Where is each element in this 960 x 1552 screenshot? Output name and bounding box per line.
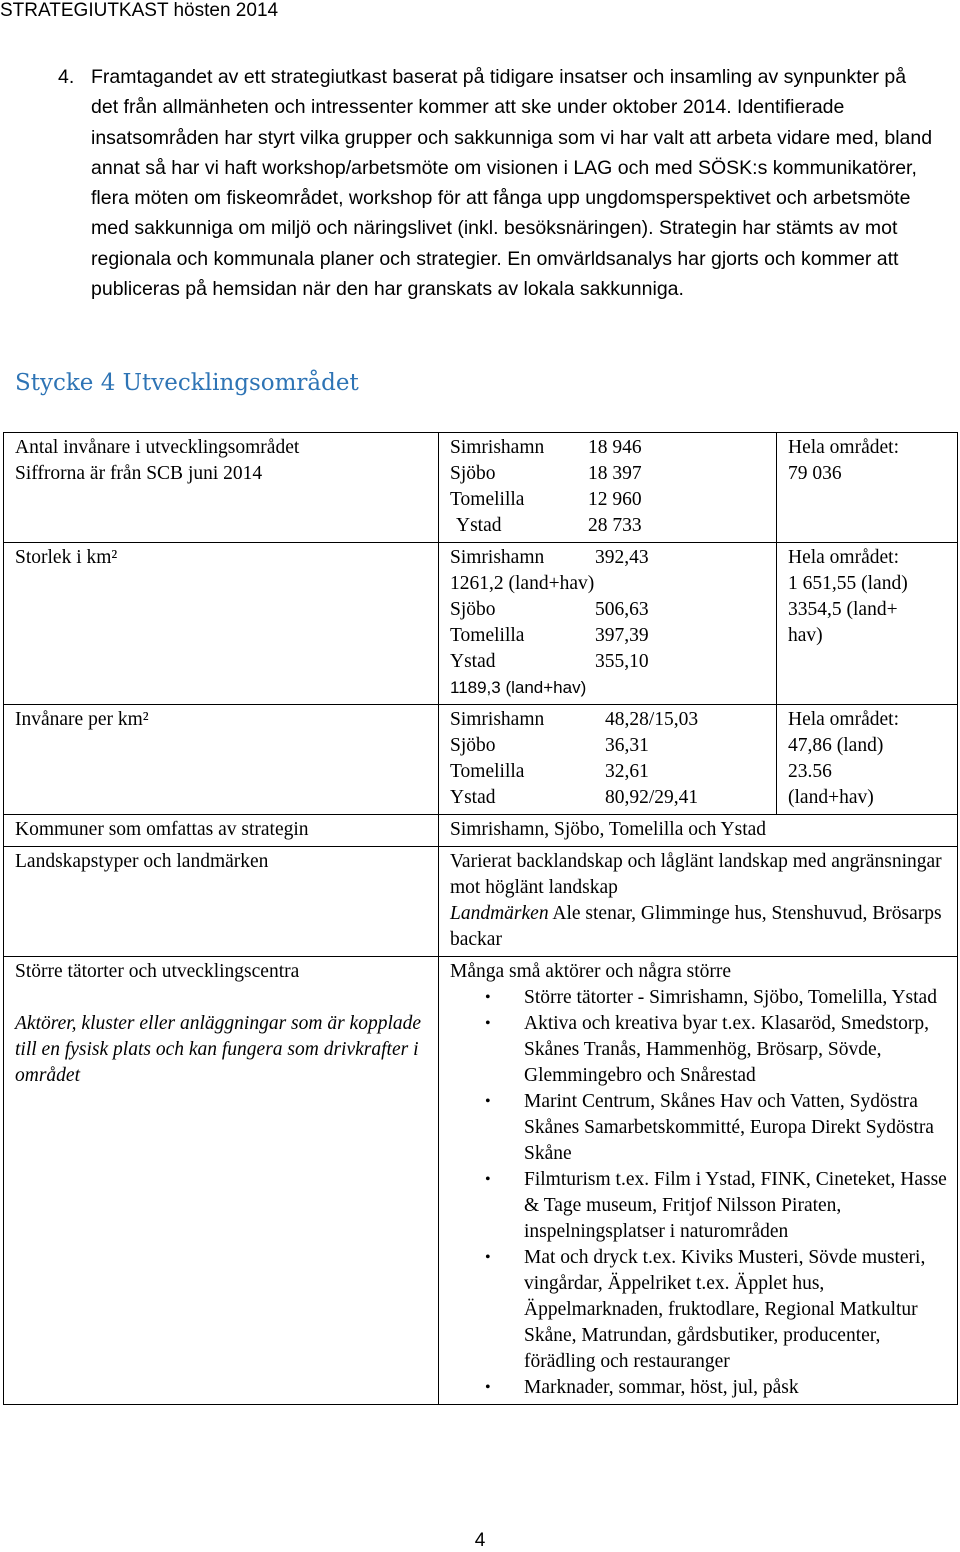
density-values-cell (439, 705, 777, 815)
density-label-cell (4, 705, 439, 815)
value-row (450, 733, 772, 759)
municipality-name: Ystad (450, 651, 496, 672)
total-label: Hela området: (788, 547, 899, 568)
total-label: Hela området: (788, 437, 899, 458)
bullet-icon: • (485, 1249, 491, 1266)
bullet-icon: • (485, 1171, 491, 1188)
municipality-value: 36,31 (605, 735, 649, 756)
municipality-name: Simrishamn (450, 547, 545, 568)
bullet-icon: • (485, 1015, 491, 1032)
value-row (450, 707, 772, 733)
total-value: 47,86 (land) (788, 735, 884, 756)
municipality-name: Sjöbo (450, 463, 496, 484)
municipality-value: 355,10 (595, 651, 649, 672)
centres-sublabel: Aktörer, kluster eller anläggningar som är kopplade till en fysisk plats och kan fungera som drivkrafter i området (15, 1013, 422, 1086)
centres-label-cell (4, 957, 439, 1405)
section-title: Stycke 4 Utvecklingsområdet (15, 370, 359, 396)
list-number: 4. (58, 66, 75, 88)
value-row (450, 759, 772, 785)
value-row (450, 675, 772, 701)
value-row (450, 513, 772, 539)
list-item (450, 1375, 953, 1401)
municipality-value: 12 960 (588, 489, 642, 510)
municipality-name: Tomelilla (450, 489, 525, 510)
list-item-text: Filmturism t.ex. Film i Ystad, FINK, Cineteket, Hasse & Tage museum, Fritjof Nilsson Piraten, inspelningsplatser i naturområden (524, 1169, 947, 1242)
intro-text: Framtagandet av ett strategiutkast baserat på tidigare insatser och insamling av synpunkter på det från allmänheten och intressenter kommer att ske under oktober 2014. Identifierade insatsområden har styrt vilka grupper och sakkunniga som vi har valt att arbeta vidare med, bland annat så har vi haft workshop/arbetsmöte om visionen i LAG och med SÖSK:s kommunikatörer, flera möten om fiskeområdet, workshop för att fånga upp ungdomsperspektivet och arbetsmöte med sakkunniga om miljö och näringslivet (inkl. besöksnäringen). Strategin har stämts av mot regionala och kommunala planer och strategier. En omvärldsanalys har gjorts och kommer att publiceras på hemsidan när den har granskats av lokala sakkunniga. (91, 66, 933, 301)
total-value: hav) (788, 625, 823, 646)
table-row-population (4, 433, 958, 543)
municipality-name: Tomelilla (450, 761, 525, 782)
total-value: 1 651,55 (land) (788, 573, 908, 594)
population-values (450, 435, 772, 539)
landmarks-line (450, 901, 953, 953)
intro-paragraph (58, 62, 938, 304)
municipality-value: 80,92/29,41 (605, 787, 699, 808)
total-value: 79 036 (788, 463, 842, 484)
list-item-text: Aktiva och kreativa byar t.ex. Klasaröd, Smedstorp, Skånes Tranås, Hammenhög, Brösarp, Sövde, Glemmingebro och Snårestad (524, 1013, 930, 1086)
population-values-cell (439, 433, 777, 543)
density-total-cell (777, 705, 958, 815)
landscape-value-cell (439, 847, 958, 957)
list-item (450, 1245, 953, 1375)
area-values (450, 545, 772, 701)
table-row-area (4, 543, 958, 705)
total-label: Hela området: (788, 709, 899, 730)
municipalities-label: Kommuner som omfattas av strategin (4, 815, 439, 847)
population-label-cell (4, 433, 439, 543)
municipality-value: 392,43 (595, 547, 649, 568)
list-item (450, 1089, 953, 1167)
list-item (450, 1011, 953, 1089)
bullet-icon: • (485, 1379, 491, 1396)
table-row-density (4, 705, 958, 815)
municipalities-value: Simrishamn, Sjöbo, Tomelilla och Ystad (439, 815, 958, 847)
municipality-value: 18 397 (588, 463, 642, 484)
municipality-name: Sjöbo (450, 599, 496, 620)
landmarks-label: Landmärken (450, 903, 549, 924)
value-row (450, 785, 772, 811)
population-label: Antal invånare i utvecklingsområdet (15, 437, 300, 458)
area-label-cell (4, 543, 439, 705)
centres-list (450, 985, 953, 1401)
bullet-icon: • (485, 1093, 491, 1110)
municipality-value: 18 946 (588, 437, 642, 458)
list-item (450, 985, 953, 1011)
landscape-label: Landskapstyper och landmärken (4, 847, 439, 957)
population-total-cell (777, 433, 958, 543)
value-row (450, 571, 772, 597)
value-row (450, 461, 772, 487)
municipality-name: Ystad (450, 787, 496, 808)
area-extra: 1189,3 (land+hav) (450, 678, 587, 697)
centres-value-cell (439, 957, 958, 1405)
list-item-text: Mat och dryck t.ex. Kiviks Musteri, Sövde musteri, vingårdar, Äppelriket t.ex. Äpplet hus, Äppelmarknaden, fruktodlare, Regional Matkultur Skåne, Matrundan, gårdsbutiker, producenter, förädling och restauranger (524, 1247, 926, 1372)
area-label: Storlek i km² (15, 547, 118, 568)
area-total-cell (777, 543, 958, 705)
municipality-name: Tomelilla (450, 625, 525, 646)
municipality-name: Simrishamn (450, 709, 545, 730)
document-header: STRATEGIUTKAST hösten 2014 (0, 0, 279, 21)
population-source: Siffrorna är från SCB juni 2014 (15, 463, 263, 484)
table-row-centres (4, 957, 958, 1405)
municipality-value: 28 733 (588, 515, 642, 536)
total-value: 3354,5 (land+ (788, 599, 898, 620)
landmarks-text: Ale stenar, Glimminge hus, Stenshuvud, Brösarps backar (450, 903, 942, 950)
table-row-municipalities (4, 815, 958, 847)
value-row (450, 545, 772, 571)
area-info-table (3, 432, 958, 1405)
municipality-name: Simrishamn (450, 437, 545, 458)
value-row (450, 597, 772, 623)
area-extra: 1261,2 (land+hav) (450, 573, 595, 594)
total-value: (land+hav) (788, 787, 874, 808)
municipality-name: Sjöbo (450, 735, 496, 756)
municipality-value: 32,61 (605, 761, 649, 782)
municipality-value: 506,63 (595, 599, 649, 620)
area-values-cell (439, 543, 777, 705)
value-row (450, 649, 772, 675)
municipality-value: 397,39 (595, 625, 649, 646)
list-item (450, 1167, 953, 1245)
density-values (450, 707, 772, 811)
value-row (450, 435, 772, 461)
value-row (450, 623, 772, 649)
page-number: 4 (474, 1530, 486, 1551)
centres-label: Större tätorter och utvecklingscentra (15, 961, 300, 982)
municipality-value: 48,28/15,03 (605, 709, 699, 730)
table-row-landscape (4, 847, 958, 957)
list-item-text: Marint Centrum, Skånes Hav och Vatten, Sydöstra Skånes Samarbetskommitté, Europa Direkt Sydöstra Skåne (524, 1091, 934, 1164)
density-label: Invånare per km² (15, 709, 149, 730)
bullet-icon: • (485, 989, 491, 1006)
centres-intro: Många små aktörer och några större (450, 961, 732, 982)
list-item-text: Större tätorter - Simrishamn, Sjöbo, Tomelilla, Ystad (524, 987, 937, 1008)
value-row (450, 487, 772, 513)
municipality-name: Ystad (456, 515, 502, 536)
landscape-description: Varierat backlandskap och låglänt landskap med angränsningar mot höglänt landskap (450, 851, 942, 898)
list-item-text: Marknader, sommar, höst, jul, påsk (524, 1377, 799, 1398)
total-value: 23.56 (788, 761, 832, 782)
